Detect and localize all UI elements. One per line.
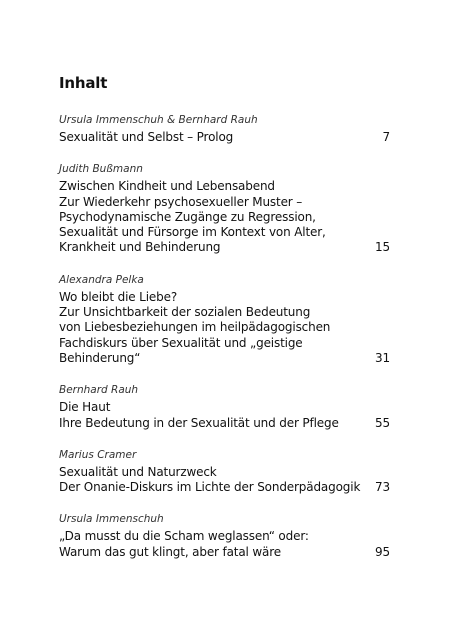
entry-author: Alexandra Pelka [59,273,144,286]
entry-page-number: 15 [375,240,390,255]
entry-title-line: Behinderung“ [59,350,141,365]
entry-title [59,130,390,145]
entry-title-line: Ihre Bedeutung in der Sexualität und der Pflege [59,415,339,430]
entry-title [59,400,390,431]
entry-title-line: von Liebesbeziehungen im heilpädagogischen [59,320,331,335]
entry-author: Ursula Immenschuh [59,513,164,526]
entry-title-line: „Da musst du die Scham weglassen“ oder: [59,529,309,544]
entry-author: Bernhard Rauh [59,384,139,397]
entry-author: Marius Cramer [59,448,137,461]
entry-title-line: Die Haut [59,400,111,415]
entry-title [59,465,390,496]
toc-entry-2 [59,163,390,255]
entry-title-line: Krankheit und Behinderung [59,240,221,255]
toc-entry-4 [59,384,390,431]
entry-title-line: Wo bleibt die Liebe? [59,289,178,304]
entry-title-line: Warum das gut klingt, aber fatal wäre [59,544,282,559]
entry-title-line: Fachdiskurs über Sexualität und „geistige [59,335,303,350]
entry-title-line: Psychodynamische Zugänge zu Regression, [59,209,316,224]
toc-entry-1 [59,114,390,145]
entry-author: Judith Bußmann [59,163,143,176]
toc-heading: Inhalt [59,74,108,92]
entry-page-number: 55 [375,415,390,430]
entry-page-number: 7 [382,130,390,144]
toc-entry-6 [59,513,390,560]
toc-entry-3 [59,274,390,366]
toc-entry-5 [59,449,390,496]
entry-author: Ursula Immenschuh & Bernhard Rauh [59,114,258,126]
entry-title-line: Zur Unsichtbarkeit der sozialen Bedeutung [59,305,311,320]
table-of-contents [59,74,390,578]
entry-title [59,290,390,366]
entry-page-number: 31 [375,350,390,365]
entry-page-number: 95 [375,544,390,559]
entry-title-line: Der Onanie-Diskurs im Lichte der Sonderpädagogik [59,480,361,495]
entry-title-line: Zur Wiederkehr psychosexueller Muster – [59,194,303,209]
entry-title [59,179,390,255]
entry-title-line: Zwischen Kindheit und Lebensabend [59,179,275,194]
entry-page-number: 73 [375,480,390,495]
entry-title-line: Sexualität und Fürsorge im Kontext von Alter, [59,225,326,240]
entry-title-line: Sexualität und Selbst – Prolog [59,130,234,144]
entry-title-line: Sexualität und Naturzweck [59,464,217,479]
entry-title [59,529,390,560]
